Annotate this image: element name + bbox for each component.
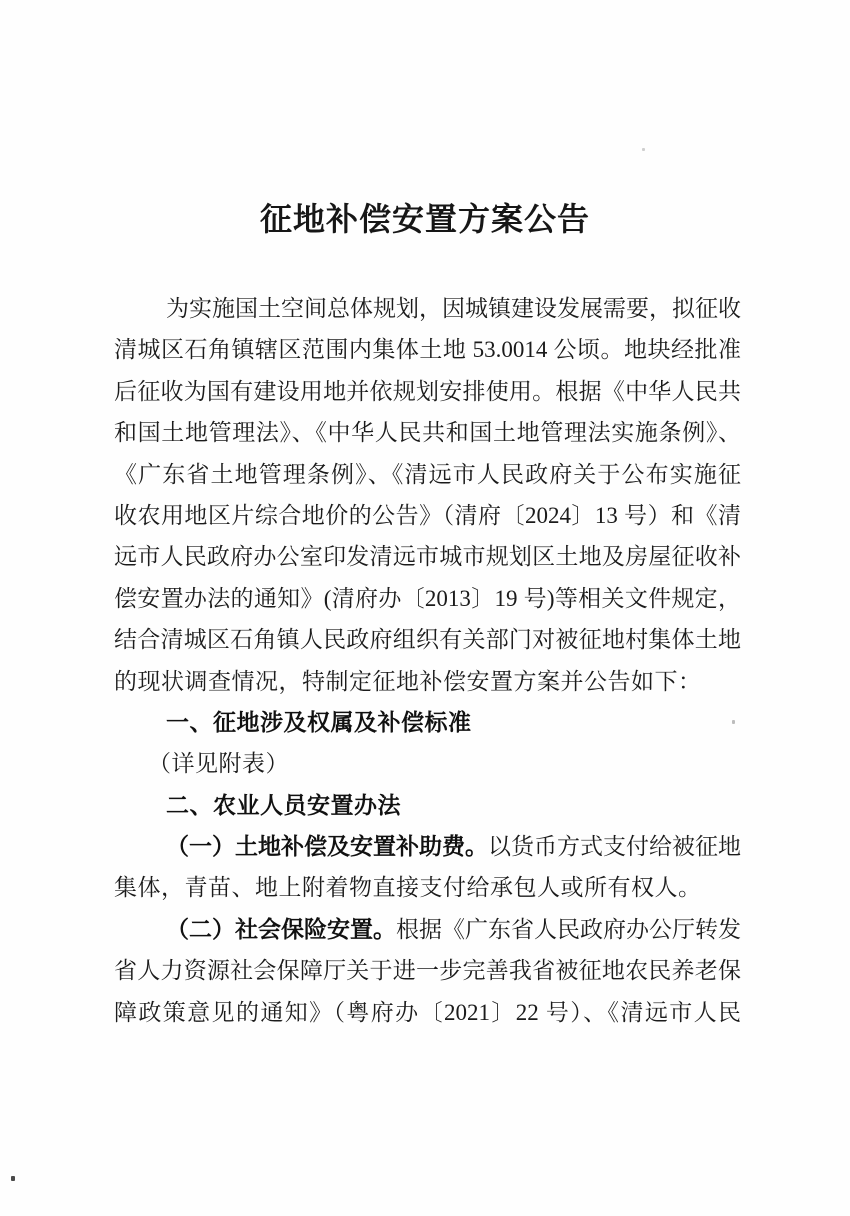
document-line: 省人力资源社会保障厅关于进一步完善我省被征地农民养老保 [114,958,741,984]
line-heading-bold: （二）社会保险安置。 [166,915,396,942]
document-line: 和国土地管理法》、《中华人民共和国土地管理法实施条例》、 [114,420,741,446]
document-line: 一、征地涉及权属及补偿标准 [166,708,472,735]
document-line: 远市人民政府办公室印发清远市城市规划区土地及房屋征收补 [114,544,741,570]
line-heading-bold: （一）土地补偿及安置补助费。 [166,833,488,860]
document-line: 偿安置办法的通知》(清府办〔2013〕19 号)等相关文件规定， [114,585,741,611]
scan-artifact [732,720,735,724]
document-line [114,909,741,950]
document-line [114,826,741,867]
document-line: 清城区石角镇辖区范围内集体土地 53.0014 公顷。地块经批准 [114,337,741,363]
document-body [114,288,741,1033]
scan-artifact [642,148,645,151]
document-line: 为实施国土空间总体规划，因城镇建设发展需要，拟征收 [166,296,741,321]
line-text: 根据《广东省人民政府办公厅转发 [396,916,741,942]
document-line: 障政策意见的通知》（粤府办〔2021〕22 号）、《清远市人民 [114,999,741,1025]
document-line: 后征收为国有建设用地并依规划安排使用。根据《中华人民共 [114,378,741,404]
page-title: 征地补偿安置方案公告 [259,201,590,237]
document-line: 的现状调查情况，特制定征地补偿安置方案并公告如下： [114,668,702,694]
scan-artifact [11,1176,15,1181]
document-line: 《广东省土地管理条例》、《清远市人民政府关于公布实施征 [114,461,741,487]
document-line: 二、农业人员安置办法 [166,791,401,818]
document-line: 结合清城区石角镇人民政府组织有关部门对被征地村集体土地 [114,627,741,653]
line-text: 以货币方式支付给被征地 [488,834,741,860]
document-line: 集体，青苗、地上附着物直接支付给承包人或所有权人。 [114,875,702,901]
document-line: 收农用地区片综合地价的公告》（清府〔2024〕13 号）和《清 [114,502,741,528]
document-line: （详见附表） [148,751,289,777]
